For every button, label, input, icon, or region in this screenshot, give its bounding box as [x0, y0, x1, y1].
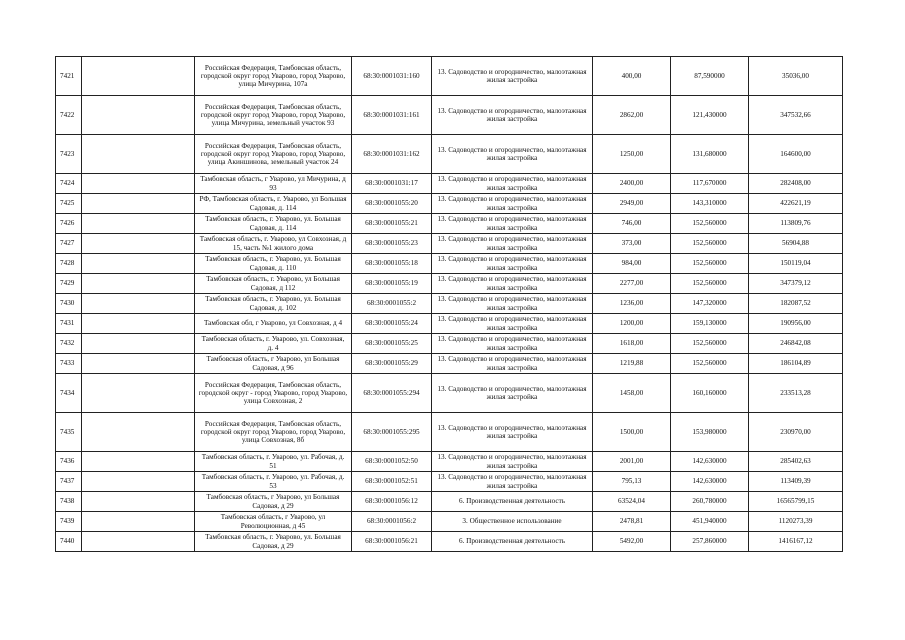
address-cell: Тамбовская область, г. Уварово, ул. Рабочая, д. 51: [195, 452, 352, 472]
cadastral-number-cell: 68:30:0001055:20: [352, 194, 432, 214]
land-use-cell: 13. Садоводство и огородничество, малоэтажная жилая застройка: [432, 57, 593, 96]
cadastral-number-cell: 68:30:0001031:162: [352, 135, 432, 174]
unit-value-cell: 152,560000: [671, 354, 749, 374]
table-row: [56, 214, 843, 234]
row-gap: [82, 254, 195, 274]
row-gap: [82, 57, 195, 96]
address-cell: Российская Федерация, Тамбовская область, городской округ город Уварово, город Уварово, улица Совхозная, 8б: [195, 413, 352, 452]
area-cell: 1236,00: [593, 294, 671, 314]
table-row: [56, 234, 843, 254]
unit-value-cell: 152,560000: [671, 214, 749, 234]
cadastral-number-cell: 68:30:0001055:19: [352, 274, 432, 294]
land-use-cell: 13. Садоводство и огородничество, малоэтажная жилая застройка: [432, 374, 593, 413]
area-cell: 5492,00: [593, 532, 671, 552]
row-number: 7422: [56, 96, 82, 135]
row-gap: [82, 354, 195, 374]
area-cell: 746,00: [593, 214, 671, 234]
land-use-cell: 6. Производственная деятельность: [432, 532, 593, 552]
land-use-cell: 13. Садоводство и огородничество, малоэтажная жилая застройка: [432, 174, 593, 194]
unit-value-cell: 152,560000: [671, 234, 749, 254]
area-cell: 795,13: [593, 472, 671, 492]
address-cell: Тамбовская область, г. Уварово, ул. Большая Садовая, д 29: [195, 532, 352, 552]
cadastral-number-cell: 68:30:0001056:21: [352, 532, 432, 552]
row-gap: [82, 274, 195, 294]
row-gap: [82, 413, 195, 452]
address-cell: Тамбовская область, г. Уварово, ул Совхозная, д 15, часть №1 жилого дома: [195, 234, 352, 254]
row-gap: [82, 174, 195, 194]
document-sheet: [55, 56, 843, 552]
area-cell: 984,00: [593, 254, 671, 274]
cadastral-number-cell: 68:30:0001056:12: [352, 492, 432, 512]
address-cell: Тамбовская область, г Уварово, ул Большая Садовая, д 29: [195, 492, 352, 512]
address-cell: Тамбовская область, г Уварово, ул Революционная, д 45: [195, 512, 352, 532]
cadastral-value-cell: 164600,00: [749, 135, 843, 174]
area-cell: 2400,00: [593, 174, 671, 194]
row-gap: [82, 532, 195, 552]
land-use-cell: 13. Садоводство и огородничество, малоэтажная жилая застройка: [432, 452, 593, 472]
unit-value-cell: 143,310000: [671, 194, 749, 214]
table-row: [56, 492, 843, 512]
table-row: [56, 254, 843, 274]
area-cell: 1500,00: [593, 413, 671, 452]
land-use-cell: 3. Общественное использование: [432, 512, 593, 532]
cadastral-value-cell: 113409,39: [749, 472, 843, 492]
cadastral-number-cell: 68:30:0001031:161: [352, 96, 432, 135]
area-cell: 1250,00: [593, 135, 671, 174]
cadastral-value-cell: 282408,00: [749, 174, 843, 194]
cadastral-number-cell: 68:30:0001052:51: [352, 472, 432, 492]
table-row: [56, 472, 843, 492]
address-cell: Тамбовская область, г. Уварово, ул. Совхозная, д. 4: [195, 334, 352, 354]
table-row: [56, 57, 843, 96]
area-cell: 2277,00: [593, 274, 671, 294]
row-gap: [82, 374, 195, 413]
cadastral-number-cell: 68:30:0001055:2: [352, 294, 432, 314]
land-use-cell: 13. Садоводство и огородничество, малоэтажная жилая застройка: [432, 194, 593, 214]
address-cell: Тамбовская область, г. Уварово, ул Большая Садовая, д 112: [195, 274, 352, 294]
cadastral-number-cell: 68:30:0001052:50: [352, 452, 432, 472]
cadastral-value-cell: 182087,52: [749, 294, 843, 314]
land-use-cell: 13. Садоводство и огородничество, малоэтажная жилая застройка: [432, 294, 593, 314]
table-row: [56, 452, 843, 472]
area-cell: 63524,04: [593, 492, 671, 512]
row-number: 7438: [56, 492, 82, 512]
unit-value-cell: 117,670000: [671, 174, 749, 194]
table-row: [56, 274, 843, 294]
table-row: [56, 135, 843, 174]
row-number: 7432: [56, 334, 82, 354]
row-number: 7426: [56, 214, 82, 234]
row-gap: [82, 194, 195, 214]
land-use-cell: 13. Садоводство и огородничество, малоэтажная жилая застройка: [432, 314, 593, 334]
unit-value-cell: 152,560000: [671, 274, 749, 294]
area-cell: 2862,00: [593, 96, 671, 135]
cadastral-number-cell: 68:30:0001055:24: [352, 314, 432, 334]
cadastral-value-table: [55, 56, 843, 552]
address-cell: Тамбовская область, г Уварово, ул Мичурина, д 93: [195, 174, 352, 194]
area-cell: 373,00: [593, 234, 671, 254]
unit-value-cell: 142,630000: [671, 472, 749, 492]
cadastral-number-cell: 68:30:0001055:25: [352, 334, 432, 354]
cadastral-value-cell: 347532,66: [749, 96, 843, 135]
row-gap: [82, 334, 195, 354]
row-gap: [82, 472, 195, 492]
unit-value-cell: 152,560000: [671, 254, 749, 274]
cadastral-number-cell: 68:30:0001055:295: [352, 413, 432, 452]
area-cell: 2001,00: [593, 452, 671, 472]
land-use-cell: 13. Садоводство и огородничество, малоэтажная жилая застройка: [432, 334, 593, 354]
address-cell: Российская Федерация, Тамбовская область, городской округ город Уварово, город Уварово, улица Мичурина, земельный участок 93: [195, 96, 352, 135]
unit-value-cell: 131,680000: [671, 135, 749, 174]
address-cell: Российская Федерация, Тамбовская область, городской округ город Уварово, город Уварово, улица Мичурина, 107а: [195, 57, 352, 96]
address-cell: Тамбовская область, г. Уварово, ул. Рабочая, д. 53: [195, 472, 352, 492]
row-number: 7423: [56, 135, 82, 174]
cadastral-value-cell: 233513,28: [749, 374, 843, 413]
row-number: 7433: [56, 354, 82, 374]
row-number: 7428: [56, 254, 82, 274]
table-row: [56, 374, 843, 413]
cadastral-value-cell: 1416167,12: [749, 532, 843, 552]
table-row: [56, 174, 843, 194]
address-cell: Тамбовская область, г. Уварово, ул. Большая Садовая, д. 114: [195, 214, 352, 234]
land-use-cell: 13. Садоводство и огородничество, малоэтажная жилая застройка: [432, 214, 593, 234]
row-number: 7440: [56, 532, 82, 552]
area-cell: 2949,00: [593, 194, 671, 214]
unit-value-cell: 87,590000: [671, 57, 749, 96]
row-gap: [82, 214, 195, 234]
unit-value-cell: 260,780000: [671, 492, 749, 512]
cadastral-value-cell: 347379,12: [749, 274, 843, 294]
row-gap: [82, 512, 195, 532]
area-cell: 1458,00: [593, 374, 671, 413]
address-cell: Тамбовская обл, г Уварово, ул Совхозная, д 4: [195, 314, 352, 334]
row-number: 7435: [56, 413, 82, 452]
area-cell: 400,00: [593, 57, 671, 96]
table-row: [56, 96, 843, 135]
cadastral-number-cell: 68:30:0001055:18: [352, 254, 432, 274]
row-gap: [82, 294, 195, 314]
cadastral-number-cell: 68:30:0001031:17: [352, 174, 432, 194]
cadastral-number-cell: 68:30:0001055:21: [352, 214, 432, 234]
row-number: 7437: [56, 472, 82, 492]
area-cell: 2478,81: [593, 512, 671, 532]
unit-value-cell: 153,980000: [671, 413, 749, 452]
land-use-cell: 13. Садоводство и огородничество, малоэтажная жилая застройка: [432, 135, 593, 174]
unit-value-cell: 160,160000: [671, 374, 749, 413]
address-cell: Российская Федерация, Тамбовская область, городской округ город Уварово, город Уварово, улица Акиншинова, земельный участок 24: [195, 135, 352, 174]
cadastral-number-cell: 68:30:0001056:2: [352, 512, 432, 532]
table-body: [56, 57, 843, 552]
table-row: [56, 413, 843, 452]
area-cell: 1200,00: [593, 314, 671, 334]
cadastral-number-cell: 68:30:0001055:29: [352, 354, 432, 374]
table-row: [56, 354, 843, 374]
area-cell: 1219,88: [593, 354, 671, 374]
row-number: 7429: [56, 274, 82, 294]
address-cell: Тамбовская область, г. Уварово, ул. Большая Садовая, д. 102: [195, 294, 352, 314]
land-use-cell: 13. Садоводство и огородничество, малоэтажная жилая застройка: [432, 354, 593, 374]
row-number: 7434: [56, 374, 82, 413]
unit-value-cell: 152,560000: [671, 334, 749, 354]
unit-value-cell: 159,130000: [671, 314, 749, 334]
cadastral-value-cell: 422621,19: [749, 194, 843, 214]
table-row: [56, 532, 843, 552]
row-gap: [82, 234, 195, 254]
unit-value-cell: 147,320000: [671, 294, 749, 314]
row-number: 7421: [56, 57, 82, 96]
table-row: [56, 334, 843, 354]
land-use-cell: 13. Садоводство и огородничество, малоэтажная жилая застройка: [432, 254, 593, 274]
cadastral-value-cell: 285402,63: [749, 452, 843, 472]
address-cell: Тамбовская область, г. Уварово, ул. Большая Садовая, д. 110: [195, 254, 352, 274]
row-gap: [82, 492, 195, 512]
table-row: [56, 194, 843, 214]
land-use-cell: 6. Производственная деятельность: [432, 492, 593, 512]
cadastral-number-cell: 68:30:0001055:294: [352, 374, 432, 413]
land-use-cell: 13. Садоводство и огородничество, малоэтажная жилая застройка: [432, 234, 593, 254]
cadastral-value-cell: 246842,08: [749, 334, 843, 354]
table-row: [56, 512, 843, 532]
address-cell: Российская Федерация, Тамбовская область, городской округ - город Уварово, город Уварово, улица Совхозная, 2: [195, 374, 352, 413]
area-cell: 1618,00: [593, 334, 671, 354]
land-use-cell: 13. Садоводство и огородничество, малоэтажная жилая застройка: [432, 96, 593, 135]
row-gap: [82, 452, 195, 472]
unit-value-cell: 451,940000: [671, 512, 749, 532]
land-use-cell: 13. Садоводство и огородничество, малоэтажная жилая застройка: [432, 472, 593, 492]
row-gap: [82, 96, 195, 135]
row-number: 7436: [56, 452, 82, 472]
cadastral-value-cell: 230970,00: [749, 413, 843, 452]
cadastral-value-cell: 113809,76: [749, 214, 843, 234]
row-number: 7427: [56, 234, 82, 254]
row-number: 7430: [56, 294, 82, 314]
row-number: 7424: [56, 174, 82, 194]
cadastral-value-cell: 56904,88: [749, 234, 843, 254]
cadastral-value-cell: 150119,04: [749, 254, 843, 274]
cadastral-number-cell: 68:30:0001031:160: [352, 57, 432, 96]
table-row: [56, 314, 843, 334]
land-use-cell: 13. Садоводство и огородничество, малоэтажная жилая застройка: [432, 413, 593, 452]
address-cell: Тамбовская область, г Уварово, ул Большая Садовая, д 96: [195, 354, 352, 374]
cadastral-value-cell: 1120273,39: [749, 512, 843, 532]
unit-value-cell: 257,860000: [671, 532, 749, 552]
row-number: 7425: [56, 194, 82, 214]
row-gap: [82, 135, 195, 174]
row-number: 7431: [56, 314, 82, 334]
land-use-cell: 13. Садоводство и огородничество, малоэтажная жилая застройка: [432, 274, 593, 294]
address-cell: РФ, Тамбовская область, г. Уварово, ул Большая Садовая, д. 114: [195, 194, 352, 214]
row-gap: [82, 314, 195, 334]
row-number: 7439: [56, 512, 82, 532]
cadastral-value-cell: 186104,89: [749, 354, 843, 374]
table-row: [56, 294, 843, 314]
cadastral-value-cell: 190956,00: [749, 314, 843, 334]
cadastral-value-cell: 35036,00: [749, 57, 843, 96]
cadastral-value-cell: 16565799,15: [749, 492, 843, 512]
unit-value-cell: 121,430000: [671, 96, 749, 135]
unit-value-cell: 142,630000: [671, 452, 749, 472]
cadastral-number-cell: 68:30:0001055:23: [352, 234, 432, 254]
